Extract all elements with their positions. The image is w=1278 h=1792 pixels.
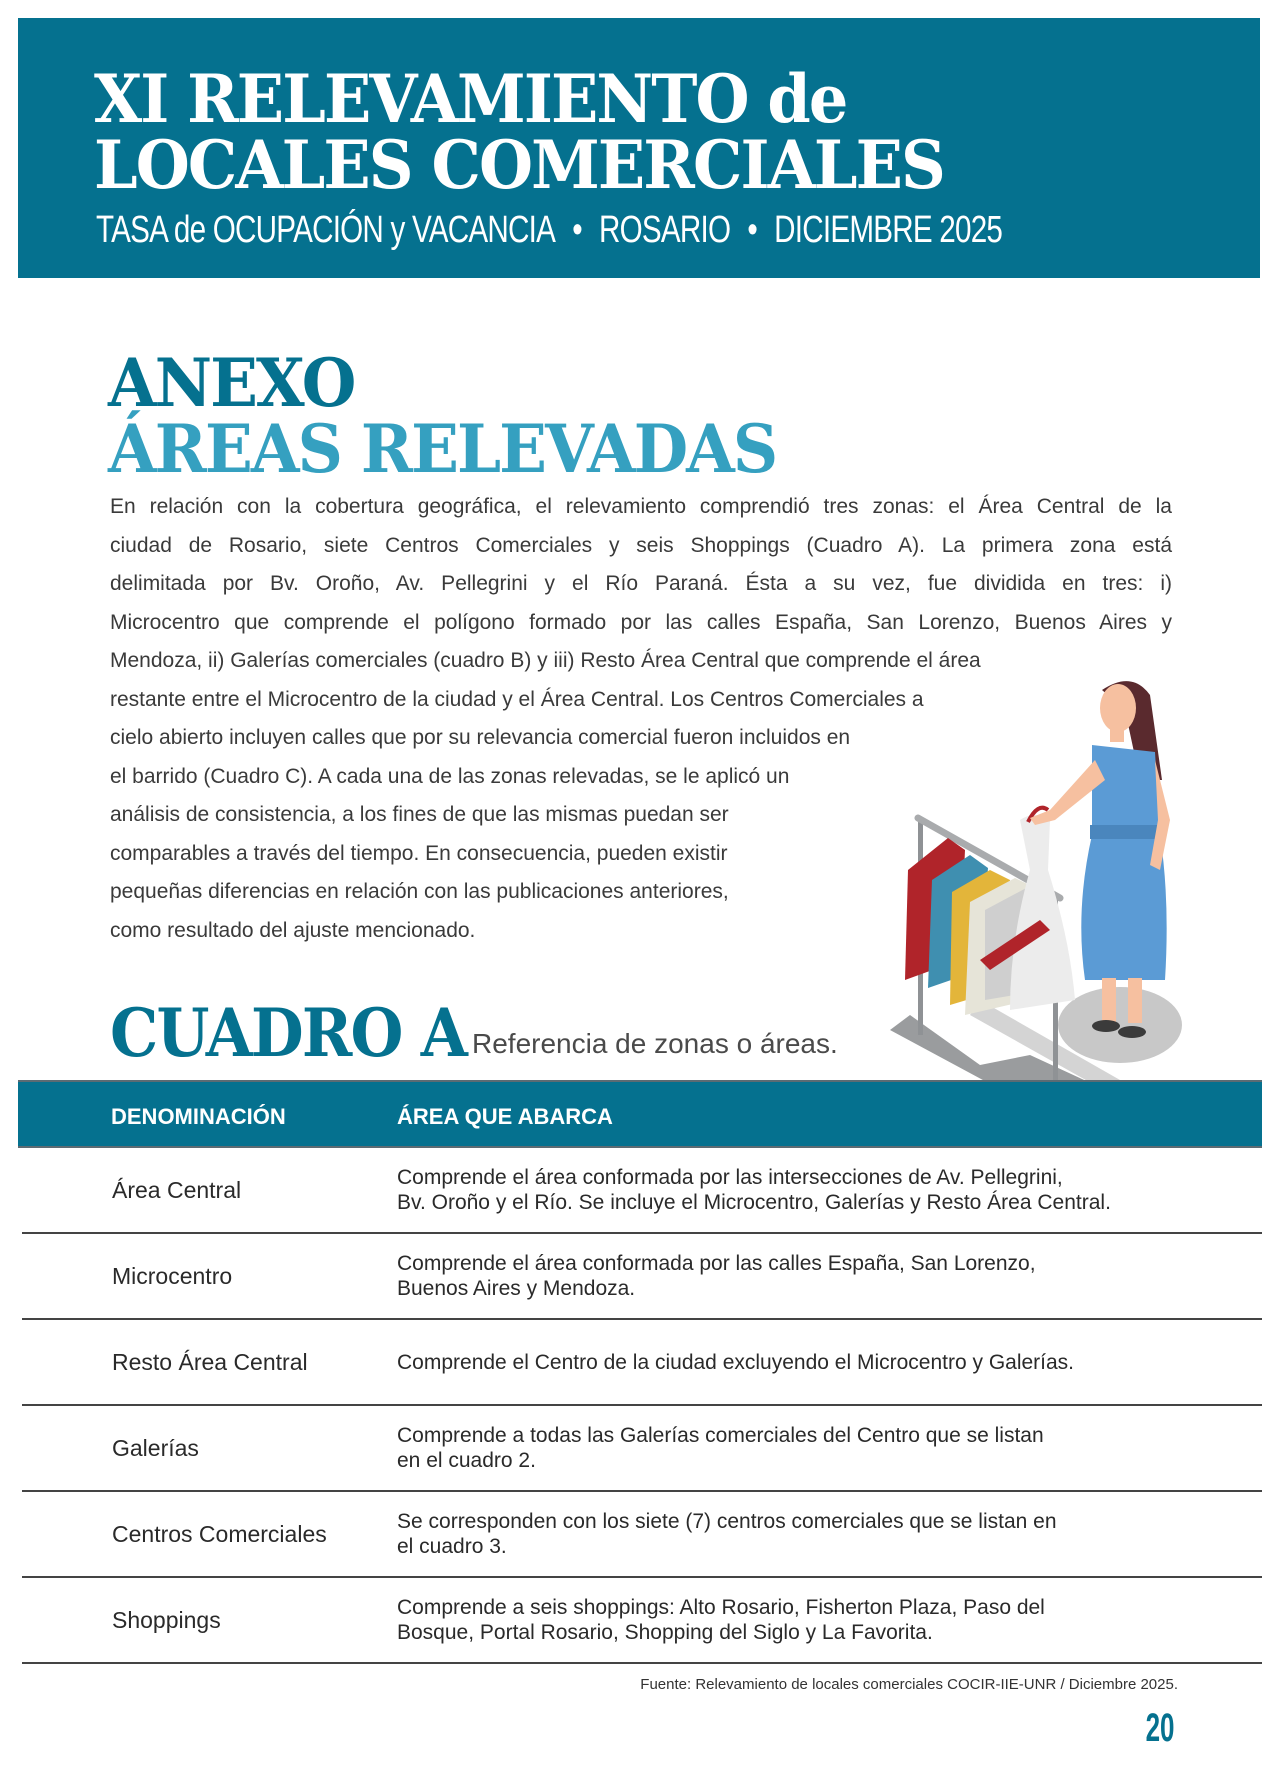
floor-shadow-icon <box>1058 987 1182 1063</box>
table-row <box>22 1578 1262 1664</box>
report-title-line-2: LOCALES COMERCIALES <box>94 126 944 204</box>
bullet-separator: • <box>747 209 758 251</box>
woman-clothing-rack-illustration <box>870 670 1200 1110</box>
section-title-line-2: ÁREAS RELEVADAS <box>108 410 777 488</box>
table-row <box>22 1406 1262 1492</box>
column-header-area: ÁREA QUE ABARCA <box>397 1104 613 1129</box>
table-title: CUADRO A <box>110 994 467 1072</box>
table-header <box>18 1080 1262 1148</box>
table-row <box>22 1148 1262 1234</box>
row-description: Comprende el Centro de la ciudad excluyendo el Microcentro y Galerías. <box>397 1350 1075 1374</box>
section-title-line-1: ANEXO <box>108 344 355 422</box>
woman-shoe-icon <box>1118 1026 1146 1038</box>
row-description: Se corresponden con los siete (7) centros comerciales que se listan en el cuadro 3. <box>397 1510 1057 1558</box>
paragraph-line: ciudad de Rosario, siete Centros Comerciales y seis Shoppings (Cuadro A). La primera zona está <box>110 533 1172 557</box>
row-name: Resto Área Central <box>112 1348 308 1375</box>
table-subtitle: Referencia de zonas o áreas. <box>472 1028 838 1059</box>
row-name: Galerías <box>112 1434 199 1461</box>
section-title <box>108 344 777 488</box>
paragraph-line: el barrido (Cuadro C). A cada una de las zonas relevadas, se le aplicó un <box>110 764 790 788</box>
table-body <box>22 1148 1262 1664</box>
paragraph-line: Microcentro que comprende el polígono formado por las calles España, San Lorenzo, Buenos Aires y <box>110 610 1172 634</box>
subtitle-date: DICIEMBRE 2025 <box>774 209 1003 251</box>
paragraph-line: cielo abierto incluyen calles que por su relevancia comercial fueron incluidos en <box>110 726 851 749</box>
page-number: 20 <box>1145 1706 1174 1750</box>
subtitle-topic: TASA de OCUPACIÓN y VACANCIA <box>96 209 556 251</box>
table-row <box>22 1320 1262 1406</box>
row-description: Comprende a seis shoppings: Alto Rosario, Fisherton Plaza, Paso del Bosque, Portal Rosario, Shopping del Siglo y La Favorita. <box>397 1596 1045 1644</box>
source-note: Fuente: Relevamiento de locales comerciales COCIR-IIE-UNR / Diciembre 2025. <box>640 1676 1178 1693</box>
woman-legs-icon <box>1102 978 1116 1023</box>
paragraph-line: comparables a través del tiempo. En consecuencia, pueden existir <box>110 841 728 865</box>
white-dress-icon <box>1010 815 1075 1010</box>
paragraph-line: como resultado del ajuste mencionado. <box>110 918 476 942</box>
paragraph-line: análisis de consistencia, a los fines de que las mismas puedan ser <box>110 803 729 826</box>
paragraph-line: En relación con la cobertura geográfica, el relevamiento comprendió tres zonas: el Área Central de la <box>110 495 1172 518</box>
paragraph-line: pequeñas diferencias en relación con las publicaciones anteriores, <box>110 880 729 903</box>
paragraph-line: Mendoza, ii) Galerías comerciales (cuadro B) y iii) Resto Área Central que comprende el área <box>110 649 981 672</box>
subtitle-city: ROSARIO <box>599 209 731 251</box>
report-subtitle <box>96 210 1002 250</box>
bullet-separator: • <box>572 209 582 251</box>
row-name: Área Central <box>112 1176 242 1203</box>
row-description: Comprende el área conformada por las calles España, San Lorenzo, Buenos Aires y Mendoza. <box>397 1252 1036 1300</box>
table-row <box>22 1234 1262 1320</box>
column-header-denominacion: DENOMINACIÓN <box>111 1104 286 1129</box>
paragraph-line: delimitada por Bv. Oroño, Av. Pellegrini y el Río Paraná. Ésta a su vez, fue dividida en tres: i) <box>110 572 1172 595</box>
report-title <box>94 60 944 204</box>
row-description: Comprende el área conformada por las intersecciones de Av. Pellegrini, Bv. Oroño y el Río. Se incluye el Microcentro, Galerías y Resto Área Central. <box>397 1166 1111 1214</box>
row-name: Centros Comerciales <box>112 1520 327 1547</box>
woman-shoe-icon <box>1092 1020 1120 1032</box>
row-description: Comprende a todas las Galerías comerciales del Centro que se listan en el cuadro 2. <box>397 1424 1044 1472</box>
woman-face-icon <box>1100 684 1136 732</box>
paragraph-line: restante entre el Microcentro de la ciudad y el Área Central. Los Centros Comerciales a <box>110 687 924 711</box>
table-row <box>22 1492 1262 1578</box>
row-name: Shoppings <box>112 1606 221 1633</box>
row-name: Microcentro <box>112 1262 233 1289</box>
report-title-line-1: XI RELEVAMIENTO de <box>94 60 847 138</box>
